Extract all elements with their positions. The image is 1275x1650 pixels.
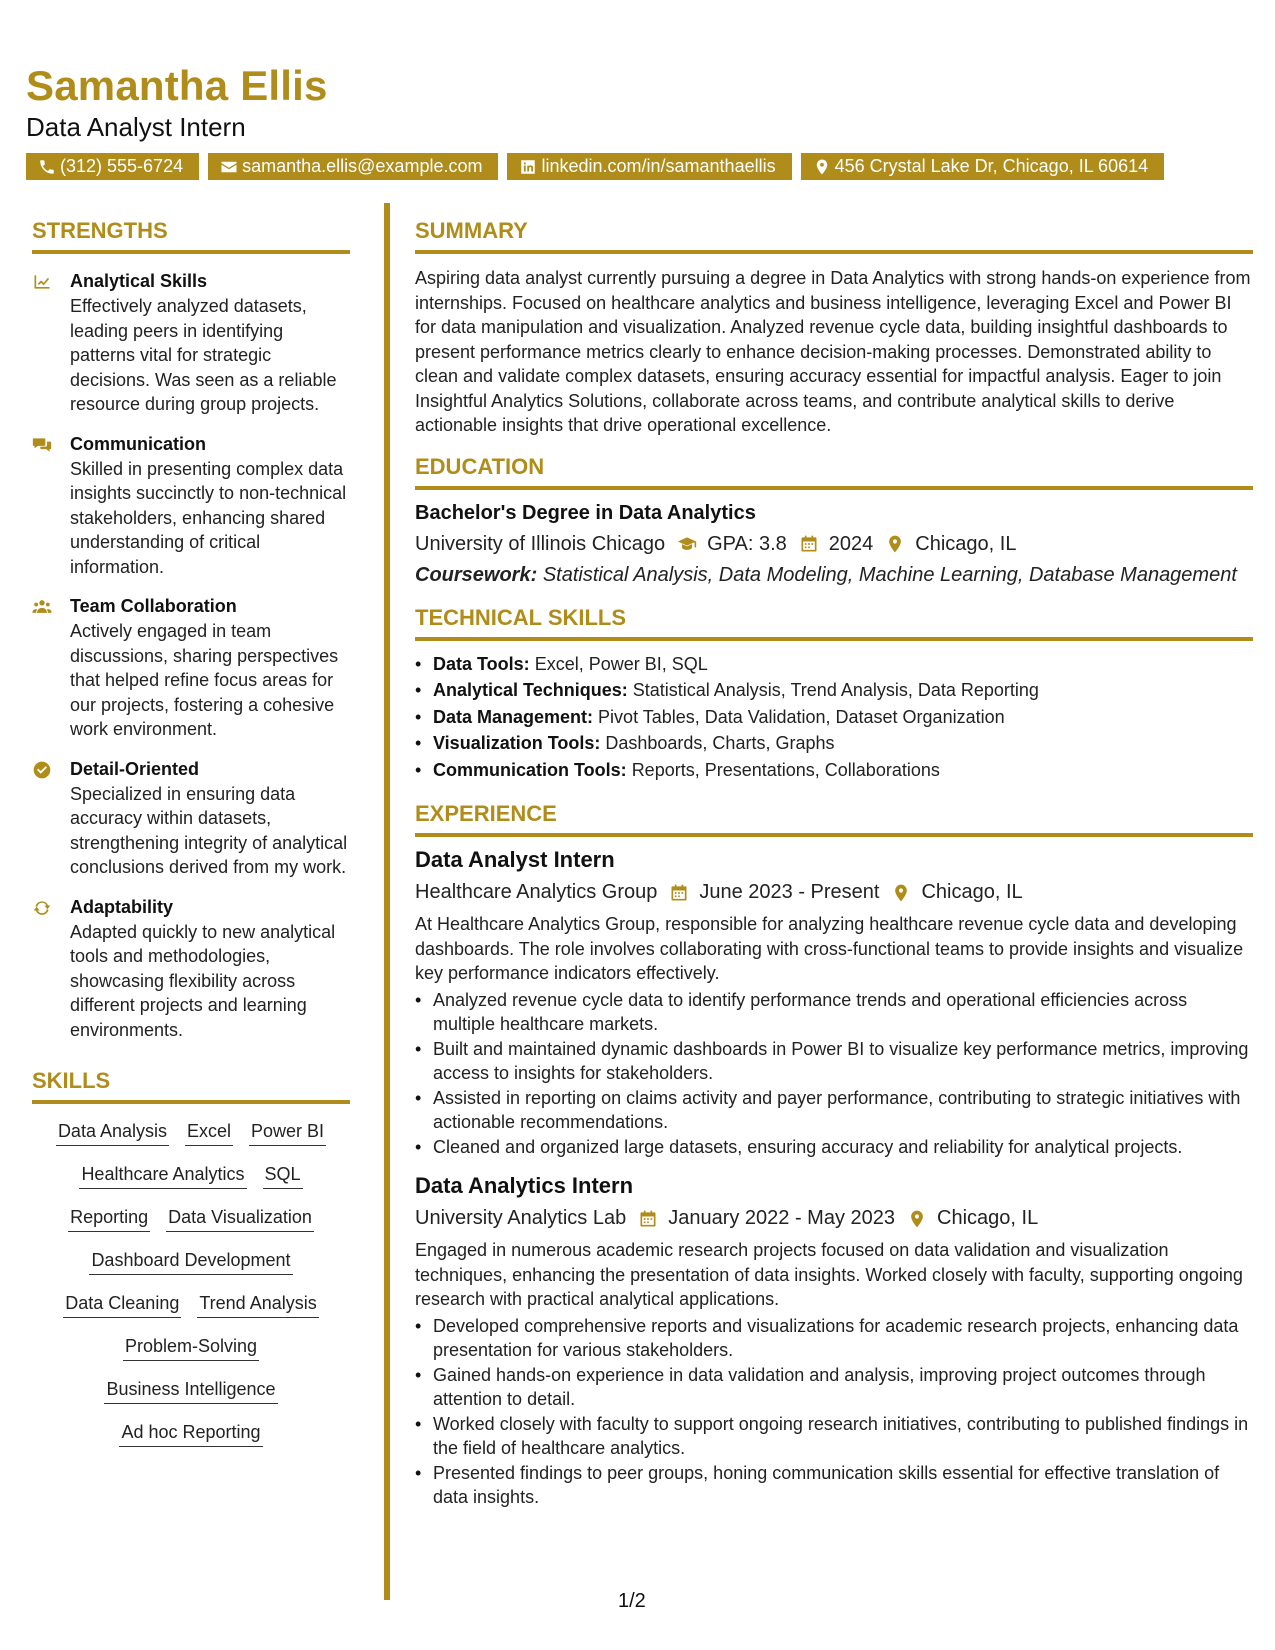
strength-item: [32, 270, 350, 417]
address-chip[interactable]: [801, 153, 1165, 180]
job-bullet: • Presented findings to peer groups, honing communication skills essential for effective translation of data insights.: [415, 1461, 1253, 1510]
experience-heading: EXPERIENCE: [415, 801, 1253, 837]
left-column: [32, 218, 350, 1447]
skill-tag: Excel: [185, 1120, 233, 1146]
job-bullet: • Analyzed revenue cycle data to identify performance trends and operational efficiencies across multiple healthcare markets.: [415, 988, 1253, 1037]
job-bullet: • Built and maintained dynamic dashboards in Power BI to visualize key performance metrics, improving access to insights for stakeholders.: [415, 1037, 1253, 1086]
strength-desc: Skilled in presenting complex data insights succinctly to non-technical stakeholders, enhancing shared understanding of critical information.: [70, 458, 347, 577]
tech-skill-value: Statistical Analysis, Trend Analysis, Data Reporting: [632, 680, 1039, 700]
education-meta: [415, 533, 1253, 556]
skill-tag: Business Intelligence: [104, 1378, 277, 1404]
job-location: Chicago, IL: [937, 1207, 1039, 1229]
coursework-line: [415, 564, 1253, 587]
education-heading: EDUCATION: [415, 454, 1253, 490]
company-name: Healthcare Analytics Group: [415, 881, 658, 903]
graduation-cap-icon: [677, 534, 697, 554]
contact-bar: [26, 153, 1164, 180]
chart-line-icon: [32, 272, 52, 292]
tech-skill-value: Reports, Presentations, Collaborations: [631, 759, 940, 780]
skill-tag: Power BI: [249, 1120, 326, 1146]
job-title: Data Analyst Intern: [415, 847, 615, 872]
tech-skill-item: [415, 704, 1253, 731]
technical-skills-list: [415, 651, 1253, 784]
strength-title: Analytical Skills: [70, 271, 208, 291]
strength-title: Team Collaboration: [70, 596, 237, 616]
tech-skill-item: [415, 757, 1253, 784]
strengths-heading: STRENGTHS: [32, 218, 350, 254]
skill-tag: Data Analysis: [56, 1120, 169, 1146]
tech-skill-value: Dashboards, Charts, Graphs: [605, 733, 835, 753]
calendar-icon: [669, 883, 689, 903]
company-name: University Analytics Lab: [415, 1207, 627, 1229]
skill-tag: Ad hoc Reporting: [119, 1421, 262, 1447]
experience-entry: [415, 847, 1253, 1159]
skills-tag-list: [32, 1120, 350, 1447]
graduation-year: 2024: [828, 532, 874, 555]
strength-desc: Specialized in ensuring data accuracy within datasets, strengthening integrity of analytical conclusions derived from my work.: [70, 783, 348, 877]
skill-tag: Data Cleaning: [63, 1292, 181, 1318]
skill-tag: Data Visualization: [166, 1206, 314, 1232]
tech-skill-item: [415, 651, 1253, 678]
tech-skill-item: [415, 677, 1253, 704]
tech-skill-label: Communication Tools:: [433, 759, 627, 780]
refresh-icon: [32, 898, 52, 918]
tech-skill-value: Pivot Tables, Data Validation, Dataset Organization: [598, 706, 1005, 727]
tech-skill-item: [415, 730, 1253, 757]
strength-item: [32, 896, 350, 1043]
users-icon: [32, 597, 52, 617]
tech-skill-label: Data Management:: [433, 706, 594, 727]
location-pin-icon: [907, 1209, 927, 1229]
tech-skill-value: Excel, Power BI, SQL: [534, 653, 708, 674]
job-location: Chicago, IL: [921, 881, 1023, 903]
technical-skills-heading: TECHNICAL SKILLS: [415, 605, 1253, 641]
skills-heading: SKILLS: [32, 1068, 350, 1104]
job-bullet: • Worked closely with faculty to support ongoing research initiatives, contributing to published findings in the field of healthcare analytics.: [415, 1412, 1253, 1461]
school-name: University of Illinois Chicago: [415, 532, 666, 555]
job-bullet: • Cleaned and organized large datasets, ensuring accuracy and reliability for analytical projects.: [415, 1135, 1253, 1160]
candidate-name: Samantha Ellis: [26, 62, 328, 109]
phone-icon: [38, 158, 56, 176]
comments-icon: [32, 435, 52, 455]
summary-heading: SUMMARY: [415, 218, 1253, 254]
job-meta: [415, 881, 1253, 904]
degree-title: Bachelor's Degree in Data Analytics: [415, 501, 756, 524]
job-meta: [415, 1207, 1253, 1230]
page-number: 1/2: [618, 1590, 646, 1612]
calendar-icon: [638, 1209, 658, 1229]
job-title: Data Analytics Intern: [415, 1173, 634, 1198]
tech-skill-label: Data Tools:: [433, 653, 530, 674]
tech-skill-label: Visualization Tools:: [433, 733, 601, 753]
check-circle-icon: [32, 760, 52, 780]
linkedin-text: linkedin.com/in/samanthaellis: [541, 156, 776, 176]
column-divider: [384, 203, 390, 1600]
school-location: Chicago, IL: [915, 532, 1017, 555]
job-description: At Healthcare Analytics Group, responsible for analyzing healthcare revenue cycle data and developing dashboards. The role involves collaborating with cross-functional teams to provide insights and visualize key performance indicators effectively.: [415, 914, 1244, 983]
phone-text: (312) 555-6724: [60, 156, 184, 176]
tech-skill-label: Analytical Techniques:: [433, 680, 628, 700]
address-text: 456 Crystal Lake Dr, Chicago, IL 60614: [834, 156, 1149, 176]
candidate-role: Data Analyst Intern: [26, 112, 246, 142]
job-bullet: • Gained hands-on experience in data validation and analysis, improving project outcomes through attention to detail.: [415, 1363, 1253, 1412]
phone-chip[interactable]: [26, 153, 199, 180]
right-column: [415, 218, 1253, 1524]
job-description: Engaged in numerous academic research projects focused on data validation and visualization techniques, enhancing the presentation of data insights. Worked closely with faculty, supporting ongoing research with practical analytical applications.: [415, 1240, 1243, 1309]
skill-tag: Reporting: [68, 1206, 150, 1232]
location-pin-icon: [891, 883, 911, 903]
skill-tag: Healthcare Analytics: [79, 1163, 246, 1189]
coursework-list: Statistical Analysis, Data Modeling, Machine Learning, Database Management: [542, 563, 1237, 586]
gpa-value: GPA: 3.8: [707, 532, 787, 555]
job-dates: January 2022 - May 2023: [668, 1207, 896, 1229]
email-text: samantha.ellis@example.com: [242, 156, 483, 176]
strength-title: Detail-Oriented: [70, 758, 200, 779]
job-bullets: [415, 1314, 1253, 1510]
skill-tag: Problem-Solving: [123, 1335, 259, 1361]
strength-desc: Adapted quickly to new analytical tools and methodologies, showcasing flexibility across different projects and learning environments.: [70, 921, 336, 1040]
location-pin-icon: [885, 534, 905, 554]
strength-item: [32, 433, 350, 580]
strength-desc: Effectively analyzed datasets, leading peers in identifying patterns vital for strategic decisions. Was seen as a reliable resource during group projects.: [70, 296, 337, 414]
strength-item: [32, 758, 350, 880]
coursework-label: Coursework:: [415, 563, 538, 586]
calendar-icon: [799, 534, 819, 554]
summary-text: Aspiring data analyst currently pursuing a degree in Data Analytics with strong hands-on experience from internships. Focused on healthcare analytics and business intelligence, leveraging Excel and Power BI for data manipulation and visualization. Analyzed revenue cycle data, building insightful dashboards to present performance metrics clearly to enhance decision-making processes. Demonstrated ability to clean and validate complex datasets, ensuring accuracy essential for impactful analysis. Eager to join Insightful Analytics Solutions, collaborate across teams, and contribute analytical skills to derive actionable insights that drive operational excellence.: [415, 268, 1251, 435]
linkedin-chip[interactable]: [507, 153, 791, 180]
skill-tag: Dashboard Development: [89, 1249, 292, 1275]
job-dates: June 2023 - Present: [699, 881, 880, 903]
strength-title: Adaptability: [70, 896, 174, 917]
envelope-icon: [220, 158, 238, 176]
strength-desc: Actively engaged in team discussions, sharing perspectives that helped refine focus areas for our projects, fostering a cohesive work environment.: [70, 621, 339, 739]
experience-entry: [415, 1173, 1253, 1510]
job-bullets: [415, 988, 1253, 1160]
strength-item: [32, 595, 350, 742]
job-bullet: • Developed comprehensive reports and visualizations for academic research projects, enhancing data presentation for various stakeholders.: [415, 1314, 1253, 1363]
email-chip[interactable]: [208, 153, 498, 180]
skill-tag: SQL: [263, 1163, 303, 1189]
linkedin-icon: [519, 158, 537, 176]
location-pin-icon: [813, 158, 831, 176]
strength-title: Communication: [70, 433, 207, 454]
skill-tag: Trend Analysis: [197, 1292, 318, 1318]
job-bullet: • Assisted in reporting on claims activity and payer performance, contributing to strategic initiatives with actionable recommendations.: [415, 1086, 1253, 1135]
